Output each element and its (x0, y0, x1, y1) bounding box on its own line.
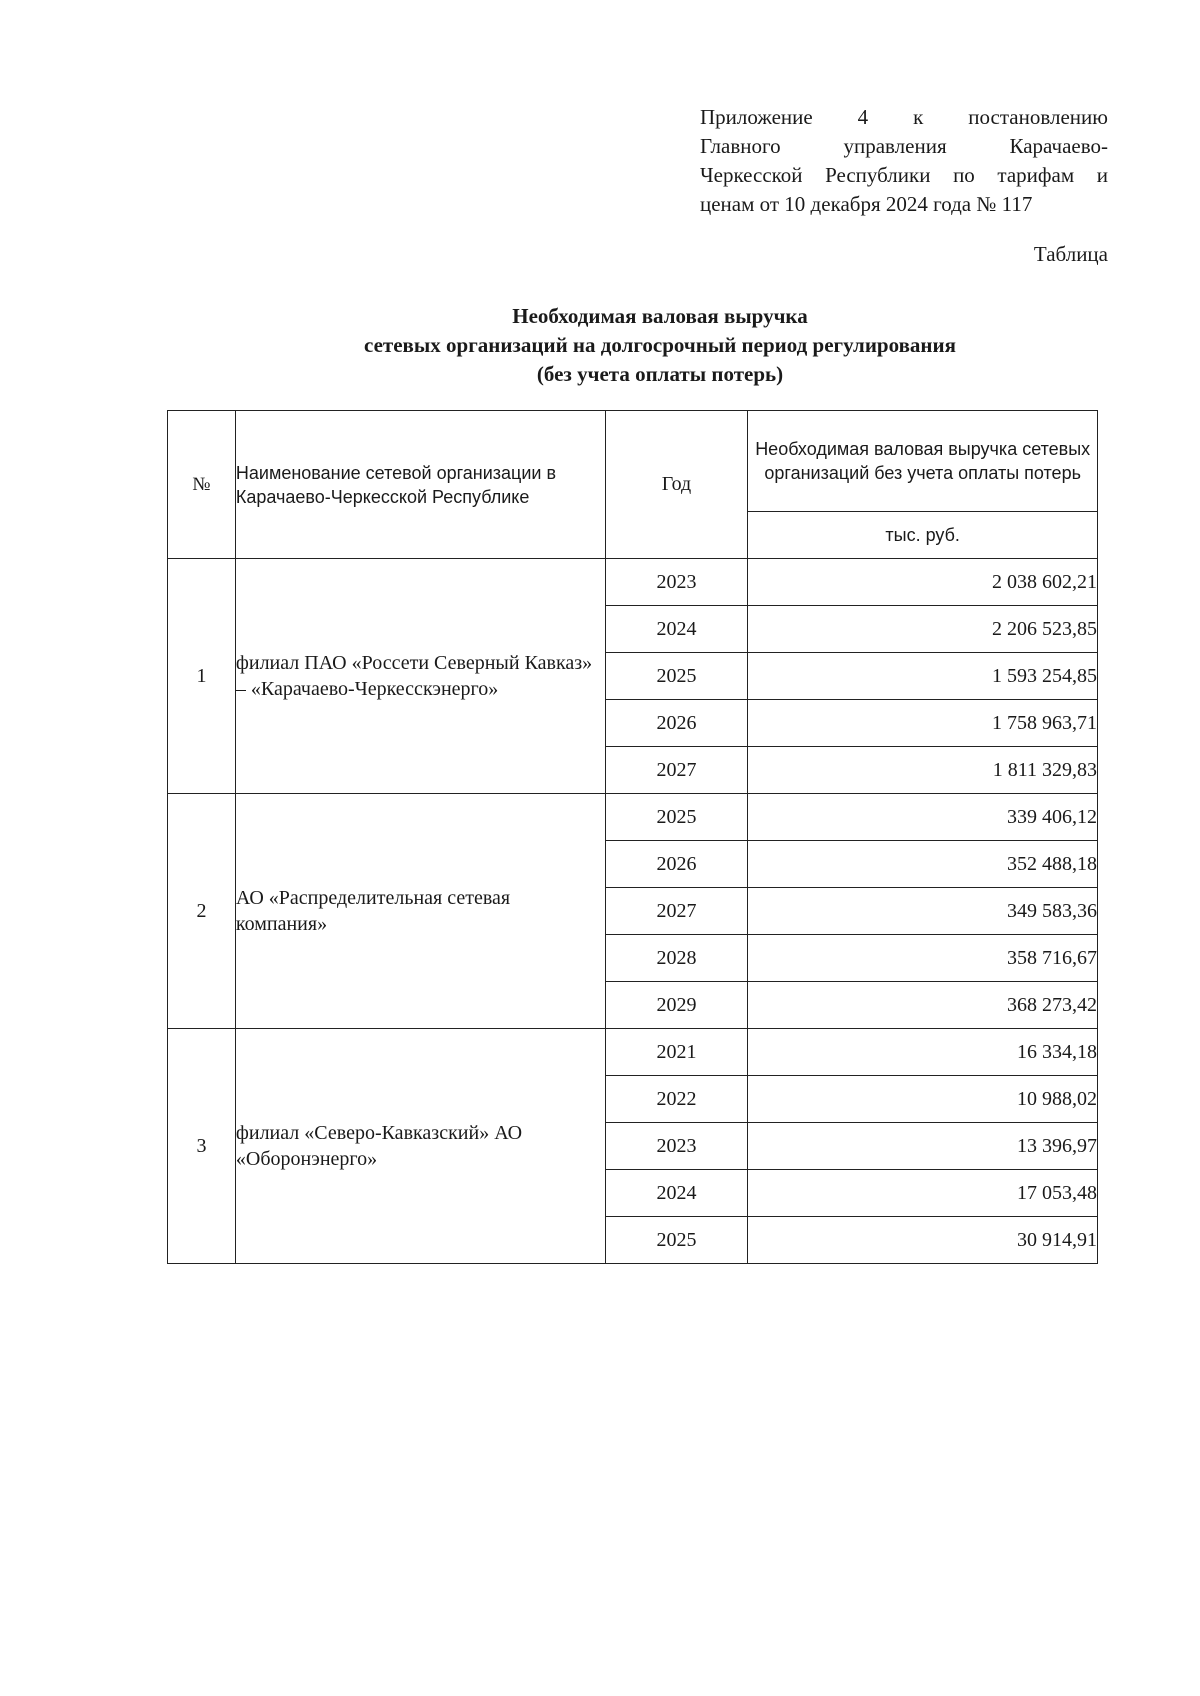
revenue-value-cell: 17 053,48 (748, 1170, 1098, 1217)
revenue-value-cell: 16 334,18 (748, 1029, 1098, 1076)
year-cell: 2027 (605, 888, 748, 935)
year-cell: 2025 (605, 1217, 748, 1264)
revenue-value-cell: 339 406,12 (748, 794, 1098, 841)
revenue-value-cell: 2 038 602,21 (748, 559, 1098, 606)
appendix-line-2: Главного управления Карачаево- (700, 134, 1108, 158)
appendix-line-4: ценам от 10 декабря 2024 года № 117 (700, 192, 1033, 216)
year-cell: 2025 (605, 653, 748, 700)
revenue-value-cell: 352 488,18 (748, 841, 1098, 888)
row-number: 3 (168, 1029, 236, 1264)
revenue-value-cell: 1 758 963,71 (748, 700, 1098, 747)
revenue-value-cell: 30 914,91 (748, 1217, 1098, 1264)
header-organization: Наименование сетевой организации в Карачаево-Черкесской Республике (235, 411, 605, 559)
title-line-1: Необходимая валовая выручка (512, 304, 808, 328)
appendix-line-1: Приложение 4 к постановлению (700, 105, 1108, 129)
revenue-table (167, 410, 1098, 1264)
organization-name: филиал ПАО «Россети Северный Кавказ» – «Карачаево-Черкесскэнерго» (235, 559, 605, 794)
organization-name: филиал «Северо-Кавказский» АО «Оборонэнерго» (235, 1029, 605, 1264)
revenue-value-cell: 13 396,97 (748, 1123, 1098, 1170)
revenue-value-cell: 368 273,42 (748, 982, 1098, 1029)
title-line-3: (без учета оплаты потерь) (536, 362, 784, 386)
table-row (168, 559, 1098, 606)
year-cell: 2025 (605, 794, 748, 841)
header-unit: тыс. руб. (748, 512, 1098, 559)
year-cell: 2023 (605, 1123, 748, 1170)
appendix-line-3: Черкесской Республики по тарифам и (700, 163, 1108, 187)
year-cell: 2026 (605, 841, 748, 888)
year-cell: 2021 (605, 1029, 748, 1076)
appendix-note (700, 103, 1108, 219)
table-row (168, 794, 1098, 841)
table-header (168, 411, 1098, 559)
table-row (168, 1029, 1098, 1076)
year-cell: 2026 (605, 700, 748, 747)
revenue-value-cell: 1 811 329,83 (748, 747, 1098, 794)
header-year: Год (605, 411, 748, 559)
revenue-value-cell: 349 583,36 (748, 888, 1098, 935)
year-cell: 2024 (605, 1170, 748, 1217)
revenue-value-cell: 2 206 523,85 (748, 606, 1098, 653)
year-cell: 2022 (605, 1076, 748, 1123)
year-cell: 2027 (605, 747, 748, 794)
row-number: 2 (168, 794, 236, 1029)
revenue-value-cell: 10 988,02 (748, 1076, 1098, 1123)
organization-name: АО «Распределительная сетевая компания» (235, 794, 605, 1029)
year-cell: 2023 (605, 559, 748, 606)
year-cell: 2029 (605, 982, 748, 1029)
revenue-value-cell: 358 716,67 (748, 935, 1098, 982)
document-title (0, 302, 1200, 389)
title-line-2: сетевых организаций на долгосрочный период регулирования (364, 333, 956, 357)
table-body (168, 559, 1098, 1264)
row-number: 1 (168, 559, 236, 794)
header-revenue: Необходимая валовая выручка сетевых организаций без учета оплаты потерь (748, 411, 1098, 512)
revenue-value-cell: 1 593 254,85 (748, 653, 1098, 700)
header-number: № (168, 411, 236, 559)
year-cell: 2024 (605, 606, 748, 653)
table-label: Таблица (1033, 242, 1108, 266)
year-cell: 2028 (605, 935, 748, 982)
